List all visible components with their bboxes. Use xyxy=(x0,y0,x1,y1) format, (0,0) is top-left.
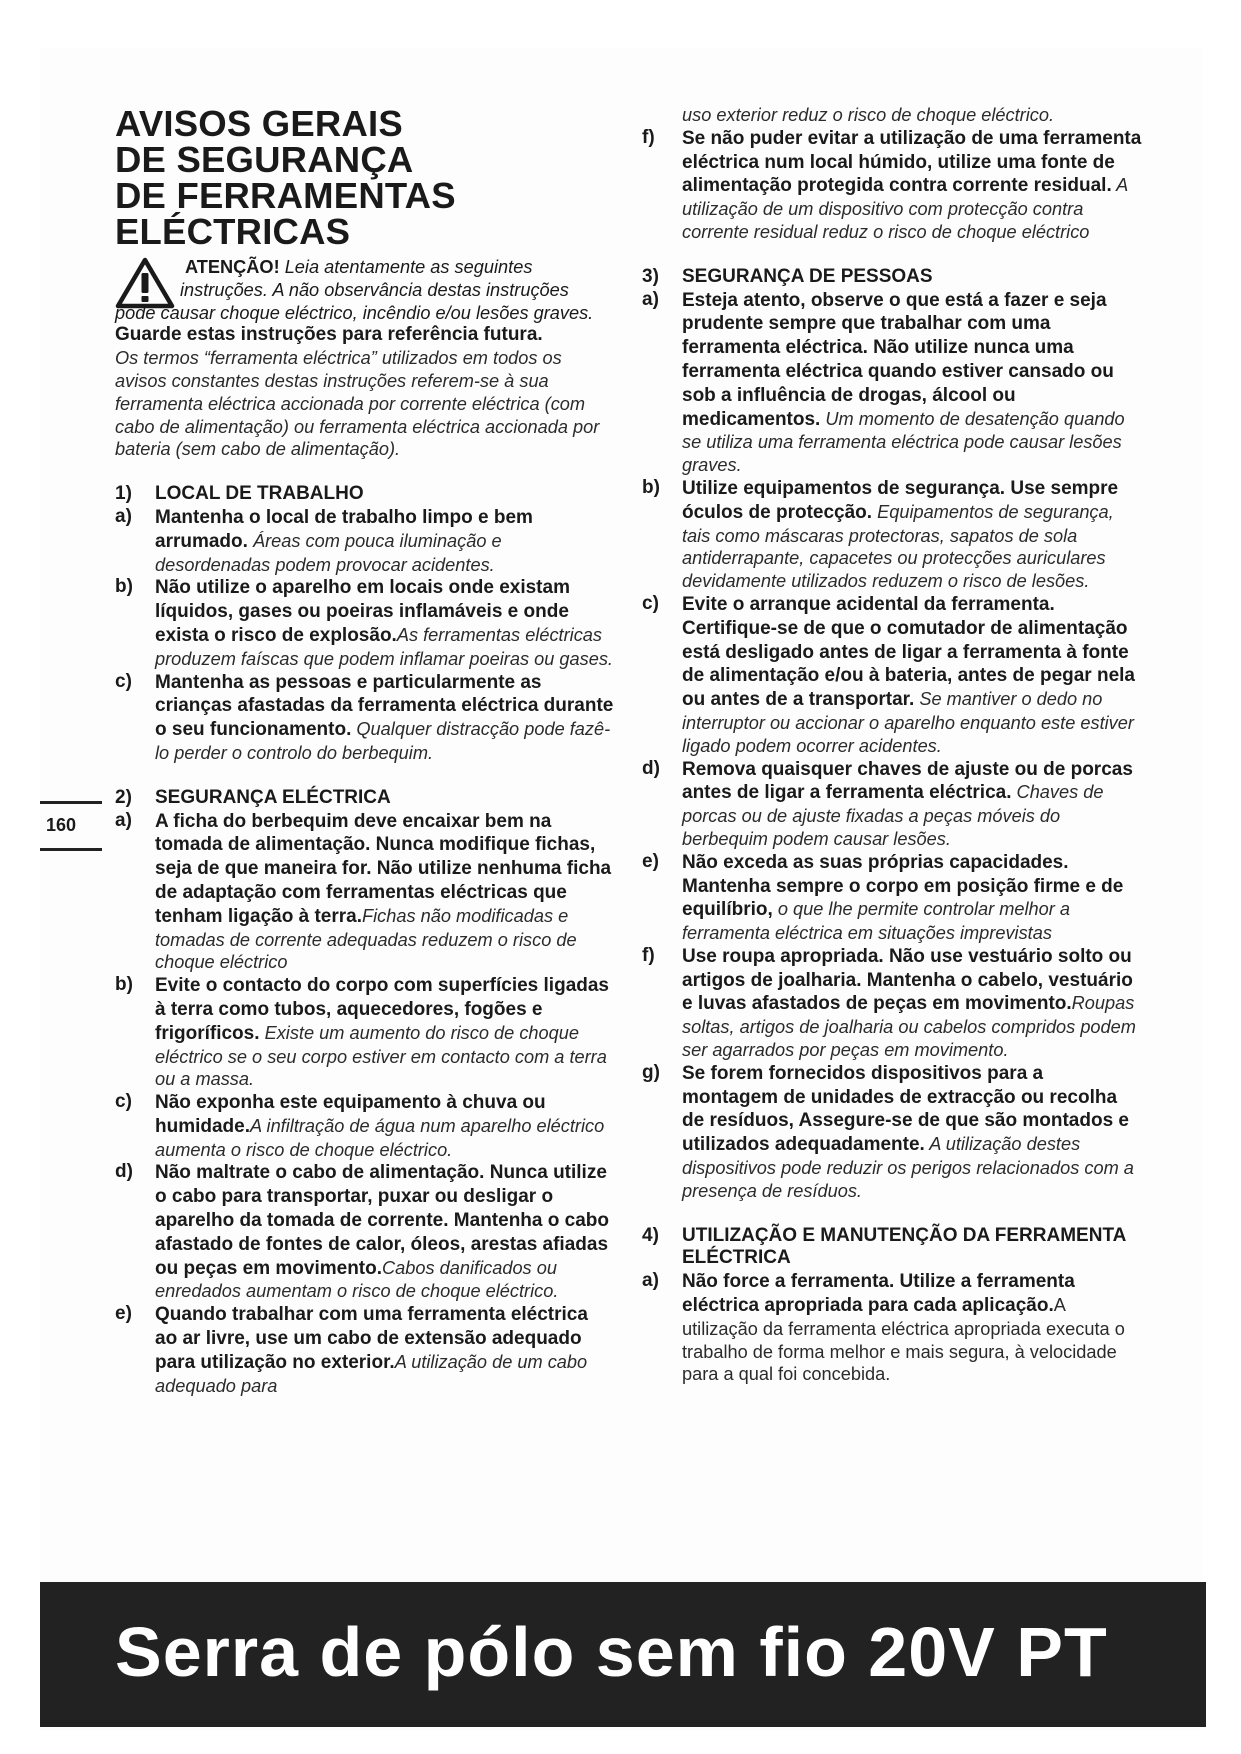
item-bold-text: Não maltrate o cabo de alimentação. Nunca utilize o cabo para transportar, puxar ou desligar o aparelho da tomada de corrente. Mantenha o cabo afastado de fontes de calor, óleos, arestas afiadas ou peças em movimento. xyxy=(155,1162,609,1279)
item-label: a) xyxy=(115,505,132,527)
list-item xyxy=(642,1270,1142,1386)
keep-instructions: Guarde estas instruções para referência futura. xyxy=(115,324,543,346)
item-label: e) xyxy=(642,850,659,872)
item-bold-text: Não utilize o aparelho em locais onde existam líquidos, gases ou poeiras inflamáveis e onde exista o risco de explosão. xyxy=(155,577,570,646)
list-item xyxy=(115,974,615,1091)
section-title: SEGURANÇA DE PESSOAS xyxy=(682,265,933,287)
item-bold-text: Mantenha o local de trabalho limpo e bem arrumado. xyxy=(155,506,533,552)
item-label: f) xyxy=(642,944,655,966)
item-label: f) xyxy=(642,126,655,148)
title-line-3: DE FERRAMENTAS xyxy=(115,175,456,216)
item-label: c) xyxy=(115,670,132,692)
list-item xyxy=(642,127,1142,244)
right-column xyxy=(642,104,1142,1386)
item-label: c) xyxy=(642,592,659,614)
list-item xyxy=(115,1161,615,1303)
list-item xyxy=(642,477,1142,593)
title-line-4: ELÉCTRICAS xyxy=(115,211,351,252)
item-bold-text: Quando trabalhar com uma ferramenta eléctrica ao ar livre, use um cabo de extensão adequado para utilização no exterior. xyxy=(155,1304,588,1373)
warning-block xyxy=(115,256,615,324)
item-label: c) xyxy=(115,1091,132,1113)
section-title: SEGURANÇA ELÉCTRICA xyxy=(155,786,391,808)
warning-line-1 xyxy=(115,256,615,279)
item-bold-text: A ficha do berbequim deve encaixar bem na tomada de alimentação. Nunca modifique fichas, seja de que maneira for. Não utilize nenhuma ficha de adaptação com ferramentas eléctricas que tenham ligação à terra. xyxy=(155,810,612,927)
section-number: 3) xyxy=(642,265,659,287)
list-item xyxy=(642,593,1142,758)
item-italic-text: A utilização de um cabo adequado para xyxy=(155,1351,588,1396)
item-label: a) xyxy=(642,1270,659,1292)
list-item xyxy=(115,1303,615,1397)
section-heading-work-area xyxy=(115,483,615,506)
item-italic-text: Um momento de desatenção quando se utiliza uma ferramenta eléctrica pode causar lesões graves. xyxy=(682,408,1125,476)
terms-paragraph: Os termos “ferramenta eléctrica” utilizados em todos os avisos constantes destas instruções referem-se à sua ferramenta eléctrica accionada por corrente eléctrica (com cabo de alimentação) ou ferramenta eléctrica accionada por bateria (sem cabo de alimentação). xyxy=(115,348,600,460)
item-bold-text: Não force a ferramenta. Utilize a ferramenta eléctrica apropriada para cada aplicação. xyxy=(682,1271,1075,1317)
item-italic-text: As ferramentas eléctricas produzem faíscas que podem inflamar poeiras ou gases. xyxy=(155,624,613,669)
item-label: a) xyxy=(642,288,659,310)
item-bold-text: Mantenha as pessoas e particularmente as crianças afastadas da ferramenta eléctrica durante o seu funcionamento. xyxy=(155,671,614,741)
item-italic-text: Qualquer distracção pode fazê-lo perder o controlo do berbequim. xyxy=(155,719,611,763)
list-item xyxy=(642,758,1142,851)
title-line-1: AVISOS GERAIS xyxy=(115,103,403,144)
warning-text-1: Leia atentamente as seguintes xyxy=(279,257,533,277)
section-heading-tool-use xyxy=(642,1225,1142,1271)
list-item xyxy=(642,289,1142,477)
item-bold-text: Não exceda as suas próprias capacidades. Mantenha sempre o corpo em posição firme e de equilíbrio, xyxy=(682,851,1124,921)
list-item xyxy=(115,1091,615,1161)
item-label: b) xyxy=(642,476,660,498)
footer-title: Serra de pólo sem fio 20V PT xyxy=(115,1613,1108,1691)
continued-text: uso exterior reduz o risco de choque eléctrico. xyxy=(682,105,1055,125)
page-number: 160 xyxy=(46,815,77,835)
item-italic-text: Se mantiver o dedo no interruptor ou accionar o aparelho enquanto este estiver ligado podem ocorrer acidentes. xyxy=(682,689,1134,756)
item-bold-text: Evite o arranque acidental da ferramenta. Certifique-se de que o comutador de alimentação está desligado antes de ligar a ferramenta à fonte de alimentação e/ou à bateria, antes de pegar nela ou antes de a transportar. xyxy=(682,593,1136,711)
item-bold-text: Se forem fornecidos dispositivos para a montagem de unidades de extracção ou recolha de resíduos, Assegure-se de que são montados e utilizados adequadamente. xyxy=(682,1062,1129,1156)
item-bold-text: Não exponha este equipamento à chuva ou humidade. xyxy=(155,1092,546,1137)
list-item xyxy=(642,1062,1142,1203)
list-item xyxy=(115,671,615,765)
list-item xyxy=(115,810,615,975)
list-item xyxy=(115,576,615,670)
item-italic-text: Roupas soltas, artigos de joalharia ou cabelos compridos podem ser agarrados por peças em movimento. xyxy=(682,993,1136,1061)
item-bold-text: Utilize equipamentos de segurança. Use sempre óculos de protecção. xyxy=(682,477,1119,523)
item-italic-text: Existe um aumento do risco de choque eléctrico se o seu corpo estiver em contacto com a terra ou a massa. xyxy=(155,1022,607,1090)
item-italic-text: A utilização destes dispositivos pode reduzir os perigos relacionados com a presença de resíduos. xyxy=(682,1134,1134,1201)
item-bold-text: Esteja atento, observe o que está a fazer e seja prudente sempre que trabalhar com uma ferramenta eléctrica. Não utilize nunca uma ferramenta eléctrica quando estiver cansado ou sob a influência de drogas, álcool ou medicamentos. xyxy=(682,289,1114,430)
item-label: b) xyxy=(115,974,133,996)
left-column xyxy=(115,100,615,1397)
item-italic-text: A infiltração de água num aparelho eléctrico aumenta o risco de choque eléctrico. xyxy=(155,1115,605,1160)
item-plain-text: A utilização da ferramenta eléctrica apropriada executa o trabalho de forma melhor e mais segura, à velocidade para a qual foi concebida. xyxy=(682,1295,1125,1385)
main-title xyxy=(115,103,615,252)
section-number: 4) xyxy=(642,1224,659,1246)
title-line-2: DE SEGURANÇA xyxy=(115,139,414,180)
item-bold-text: Use roupa apropriada. Não use vestuário solto ou artigos de joalharia. Mantenha o cabelo, vestuário e luvas afastados de peças em movimento. xyxy=(682,945,1133,1015)
item-bold-text: Remova quaisquer chaves de ajuste ou de porcas antes de ligar a ferramenta eléctrica. xyxy=(682,758,1133,804)
item-italic-text: Fichas não modificadas e tomadas de corrente adequadas reduzem o risco de choque eléctrico xyxy=(155,905,577,973)
section-number: 1) xyxy=(115,483,132,505)
warning-rest: pode causar choque eléctrico, incêndio e/ou lesões graves. xyxy=(115,302,594,323)
warning-label: ATENÇÃO! xyxy=(185,257,280,277)
section-heading-personal-safety xyxy=(642,266,1142,289)
list-item xyxy=(642,851,1142,945)
item-label: d) xyxy=(642,757,660,779)
item-italic-text: Cabos danificados ou enredados aumentam o risco de choque eléctrico. xyxy=(155,1257,559,1302)
item-label: b) xyxy=(115,576,133,598)
item-italic-text: Equipamentos de segurança, tais como máscaras protectoras, sapatos de sola antiderrapante, capacetes ou protecções auriculares devidamente utilizados reduzem o risco de lesões. xyxy=(682,501,1114,592)
item-bold-text: Se não puder evitar a utilização de uma ferramenta eléctrica num local húmido, utilize uma fonte de alimentação protegida contra corrente residual. xyxy=(682,127,1142,197)
section-title: LOCAL DE TRABALHO xyxy=(155,483,364,505)
item-italic-text: A utilização de um dispositivo com protecção contra corrente residual reduz o risco de choque eléctrico xyxy=(682,175,1128,242)
section-heading-electrical xyxy=(115,787,615,810)
item-italic-text: Áreas com pouca iluminação e desordenadas podem provocar acidentes. xyxy=(155,530,502,575)
list-item xyxy=(642,945,1142,1062)
item-italic-text: o que lhe permite controlar melhor a ferramenta eléctrica em situações imprevistas xyxy=(682,899,1070,944)
item-label: a) xyxy=(115,809,132,831)
item-label: e) xyxy=(115,1303,132,1325)
section-title: UTILIZAÇÃO E MANUTENÇÃO DA FERRAMENTA ELÉCTRICA xyxy=(682,1224,1126,1269)
section-number: 2) xyxy=(115,786,132,808)
item-label: d) xyxy=(115,1161,133,1183)
warning-triangle-icon xyxy=(115,257,175,309)
warning-line-2: instruções. A não observância destas instruções xyxy=(180,279,569,300)
item-italic-text: Chaves de porcas ou de ajuste fixadas a peças móveis do berbequim podem causar lesões. xyxy=(682,782,1104,849)
list-item xyxy=(115,506,615,576)
item-label: g) xyxy=(642,1061,660,1083)
item-bold-text: Evite o contacto do corpo com superfícies ligadas à terra como tubos, aquecedores, fogões e frigoríficos. xyxy=(155,975,609,1044)
